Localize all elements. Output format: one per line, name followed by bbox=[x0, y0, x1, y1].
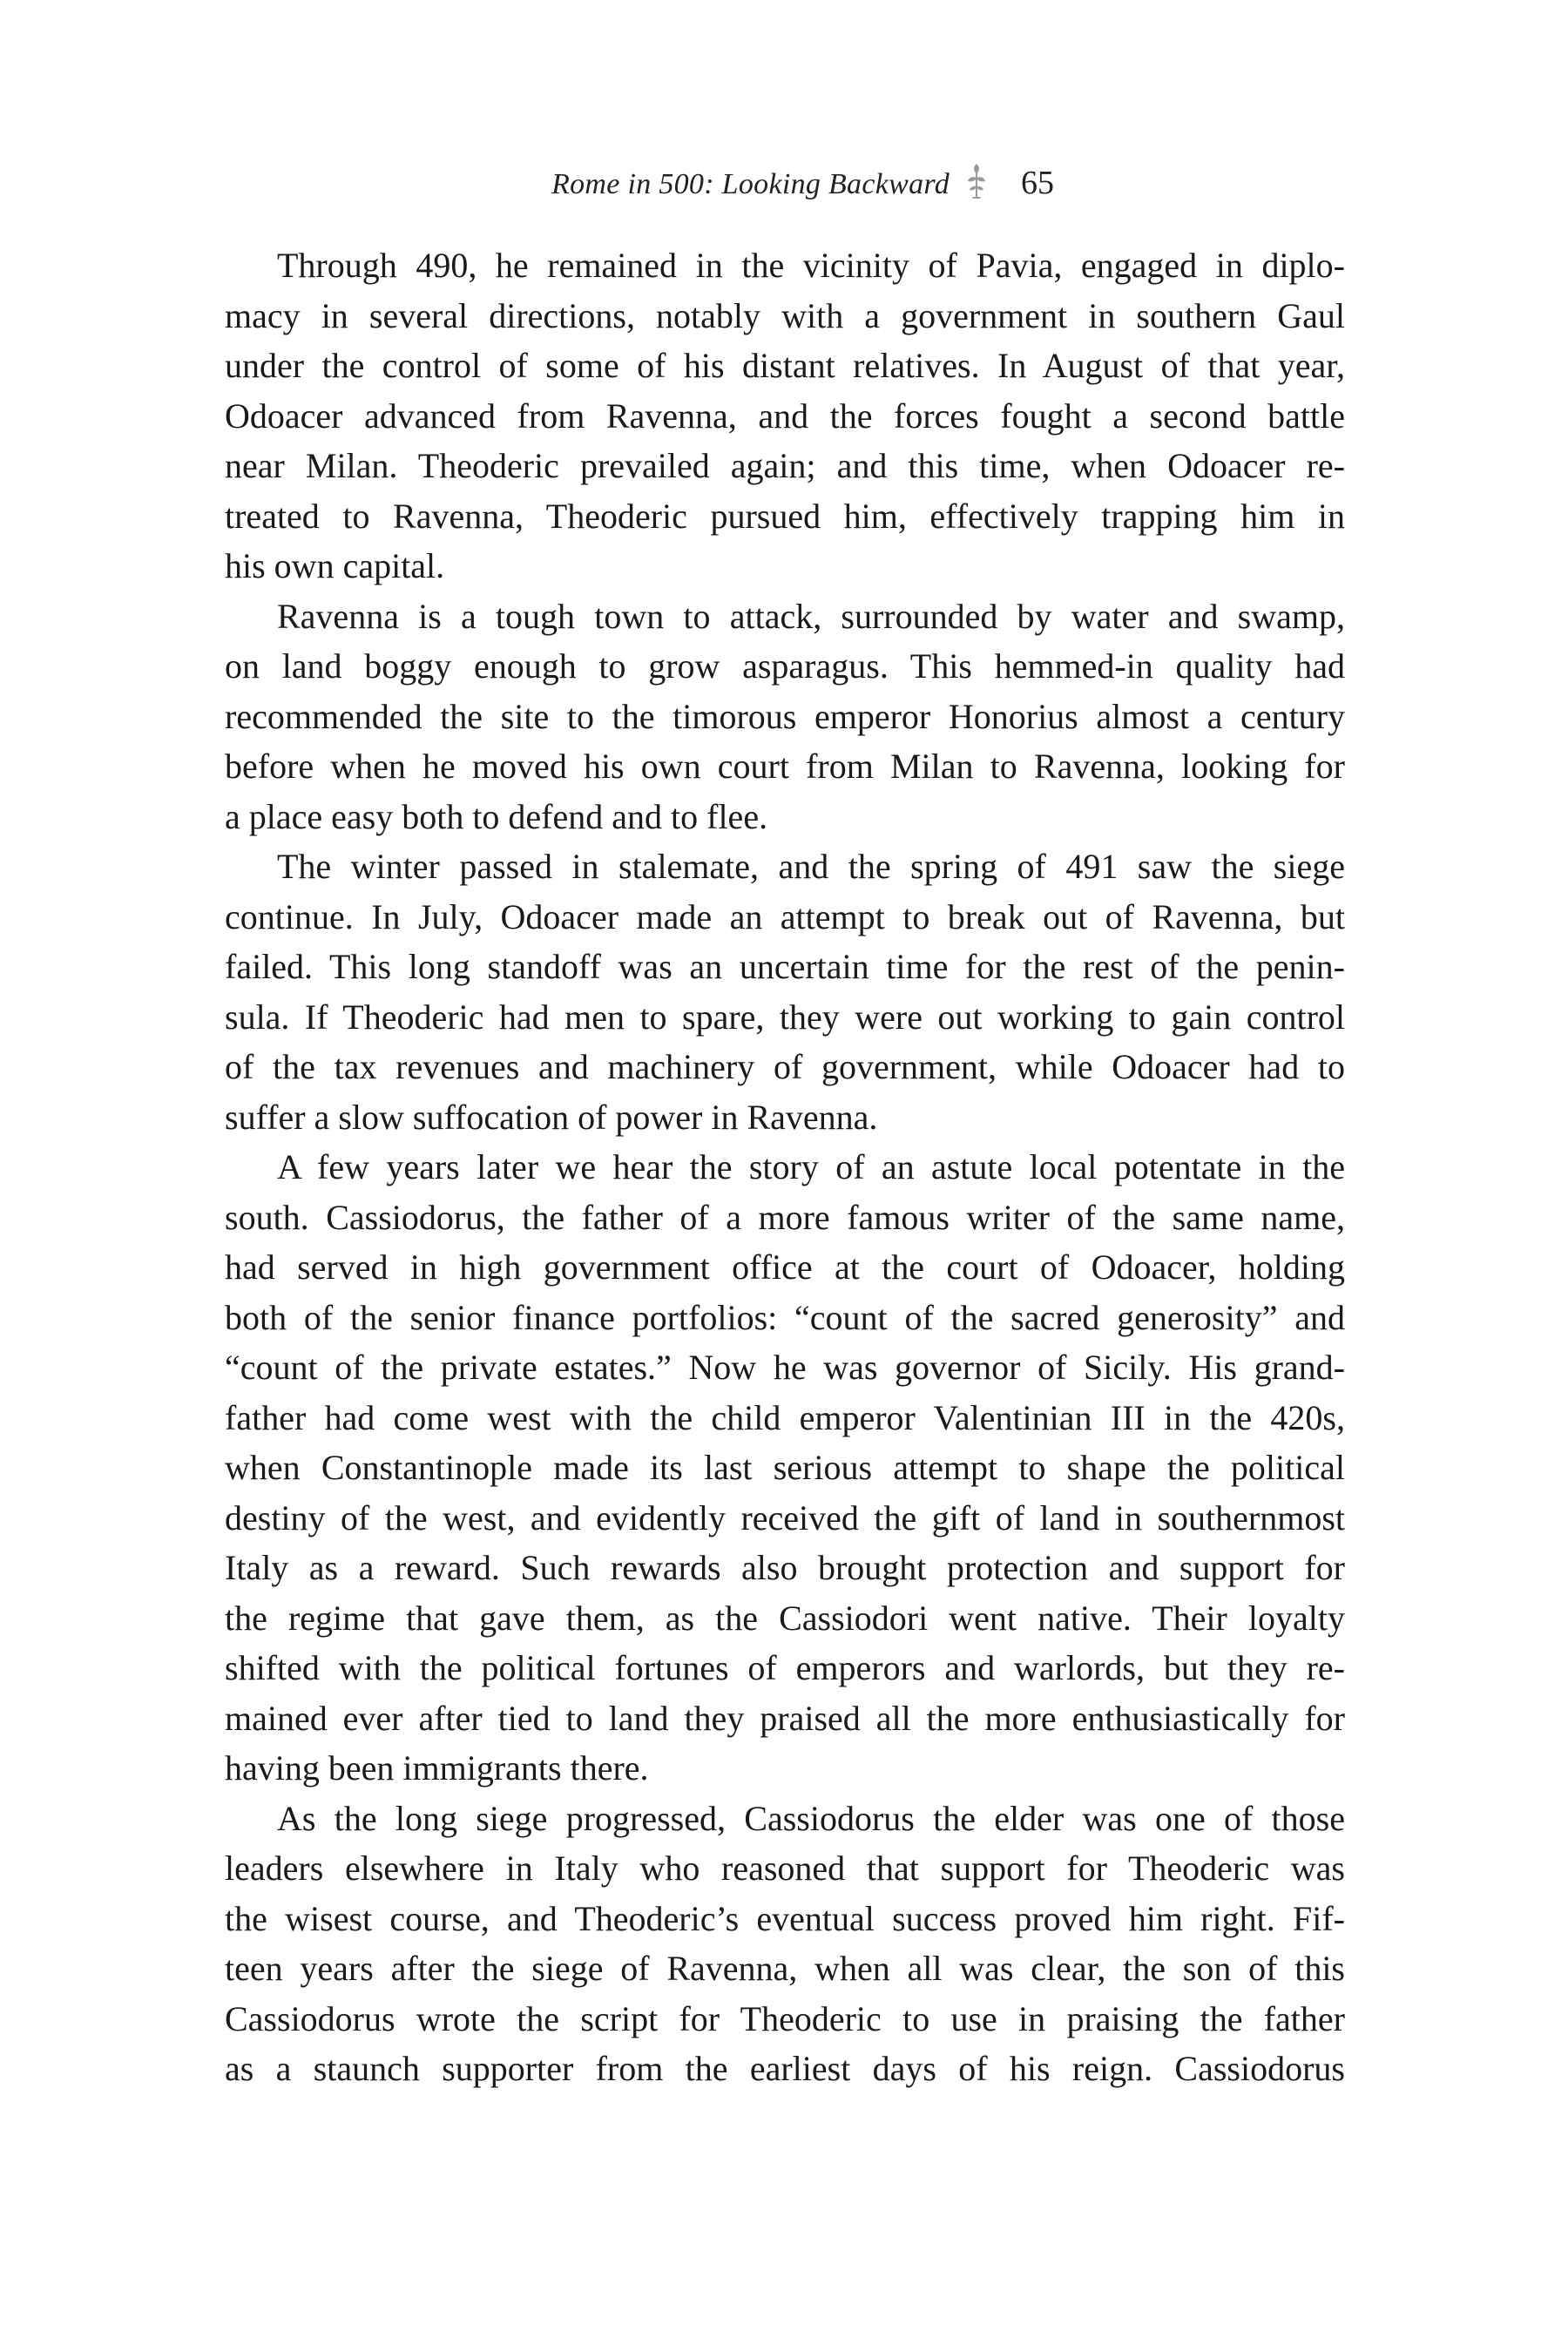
text-line: father had come west with the child emperor Valentinian III in the 420s, bbox=[225, 1397, 1345, 1437]
text-line: the wisest course, and Theoderic’s eventual success proved him right. Fif- bbox=[225, 1898, 1345, 1938]
text-line: recommended the site to the timorous emperor Honorius almost a century bbox=[225, 696, 1345, 736]
text-line: Cassiodorus wrote the script for Theoderic to use in praising the father bbox=[225, 1998, 1345, 2038]
running-title: Rome in 500: Looking Backward bbox=[551, 168, 950, 200]
text-line: the regime that gave them, as the Cassiodori went native. Their loyalty bbox=[225, 1598, 1345, 1638]
text-line: mained ever after tied to land they praised all the more enthusiastically for bbox=[225, 1698, 1345, 1738]
text-line: Odoacer advanced from Ravenna, and the forces fought a second battle bbox=[225, 395, 1345, 436]
page-number: 65 bbox=[1021, 165, 1054, 201]
text-line: on land boggy enough to grow asparagus. This hemmed-in quality had bbox=[225, 646, 1345, 686]
text-line: Italy as a reward. Such rewards also brought protection and support for bbox=[225, 1548, 1345, 1587]
text-line: failed. This long standoff was an uncertain time for the rest of the penin- bbox=[225, 947, 1345, 986]
text-line: continue. In July, Odoacer made an attempt to break out of Ravenna, but bbox=[225, 896, 1345, 936]
text-line: teen years after the siege of Ravenna, when all was clear, the son of this bbox=[225, 1949, 1345, 1988]
paragraph bbox=[225, 841, 1345, 1142]
text-line: under the control of some of his distant relatives. In August of that year, bbox=[225, 346, 1345, 385]
text-line: The winter passed in stalemate, and the spring of 491 saw the siege bbox=[277, 847, 1345, 886]
paragraph bbox=[225, 240, 1345, 591]
paragraph bbox=[225, 1142, 1345, 1794]
text-line: as a staunch supporter from the earliest days of his reign. Cassiodorus bbox=[225, 2049, 1345, 2088]
text-line: near Milan. Theoderic prevailed again; and this time, when Odoacer re- bbox=[225, 446, 1345, 485]
text-line: Through 490, he remained in the vicinity of Pavia, engaged in diplo- bbox=[277, 246, 1345, 285]
text-line: before when he moved his own court from Milan to Ravenna, looking for bbox=[225, 747, 1345, 786]
text-line: sula. If Theoderic had men to spare, they were out working to gain control bbox=[225, 997, 1345, 1037]
running-header bbox=[0, 162, 1568, 214]
text-line: Ravenna is a tough town to attack, surrounded by water and swamp, bbox=[277, 596, 1345, 636]
fleuron-icon bbox=[965, 162, 988, 200]
text-line: “count of the private estates.” Now he was governor of Sicily. His grand- bbox=[225, 1348, 1345, 1387]
text-line: suffer a slow suffocation of power in Ravenna. bbox=[225, 1097, 878, 1137]
text-line: A few years later we hear the story of an astute local potentate in the bbox=[277, 1147, 1345, 1186]
text-line: a place easy both to defend and to flee. bbox=[225, 796, 768, 836]
body-text bbox=[225, 240, 1345, 2094]
text-line: his own capital. bbox=[225, 546, 445, 585]
text-line: shifted with the political fortunes of emperors and warlords, but they re- bbox=[225, 1648, 1345, 1687]
text-line: of the tax revenues and machinery of government, while Odoacer had to bbox=[225, 1047, 1345, 1086]
text-line: both of the senior finance portfolios: “count of the sacred generosity” and bbox=[225, 1297, 1345, 1337]
text-line: having been immigrants there. bbox=[225, 1748, 649, 1788]
text-line: macy in several directions, notably with a government in southern Gaul bbox=[225, 295, 1345, 335]
text-line: treated to Ravenna, Theoderic pursued him, effectively trapping him in bbox=[225, 496, 1345, 536]
text-line: As the long siege progressed, Cassiodorus the elder was one of those bbox=[277, 1798, 1345, 1838]
text-line: when Constantinople made its last serious attempt to shape the political bbox=[225, 1448, 1345, 1487]
text-line: leaders elsewhere in Italy who reasoned that support for Theoderic was bbox=[225, 1848, 1345, 1888]
text-line: south. Cassiodorus, the father of a more famous writer of the same name, bbox=[225, 1197, 1345, 1237]
paragraph bbox=[225, 1794, 1345, 2094]
text-line: destiny of the west, and evidently received the gift of land in southernmost bbox=[225, 1497, 1345, 1538]
text-line: had served in high government office at the court of Odoacer, holding bbox=[225, 1247, 1345, 1287]
paragraph bbox=[225, 591, 1345, 842]
